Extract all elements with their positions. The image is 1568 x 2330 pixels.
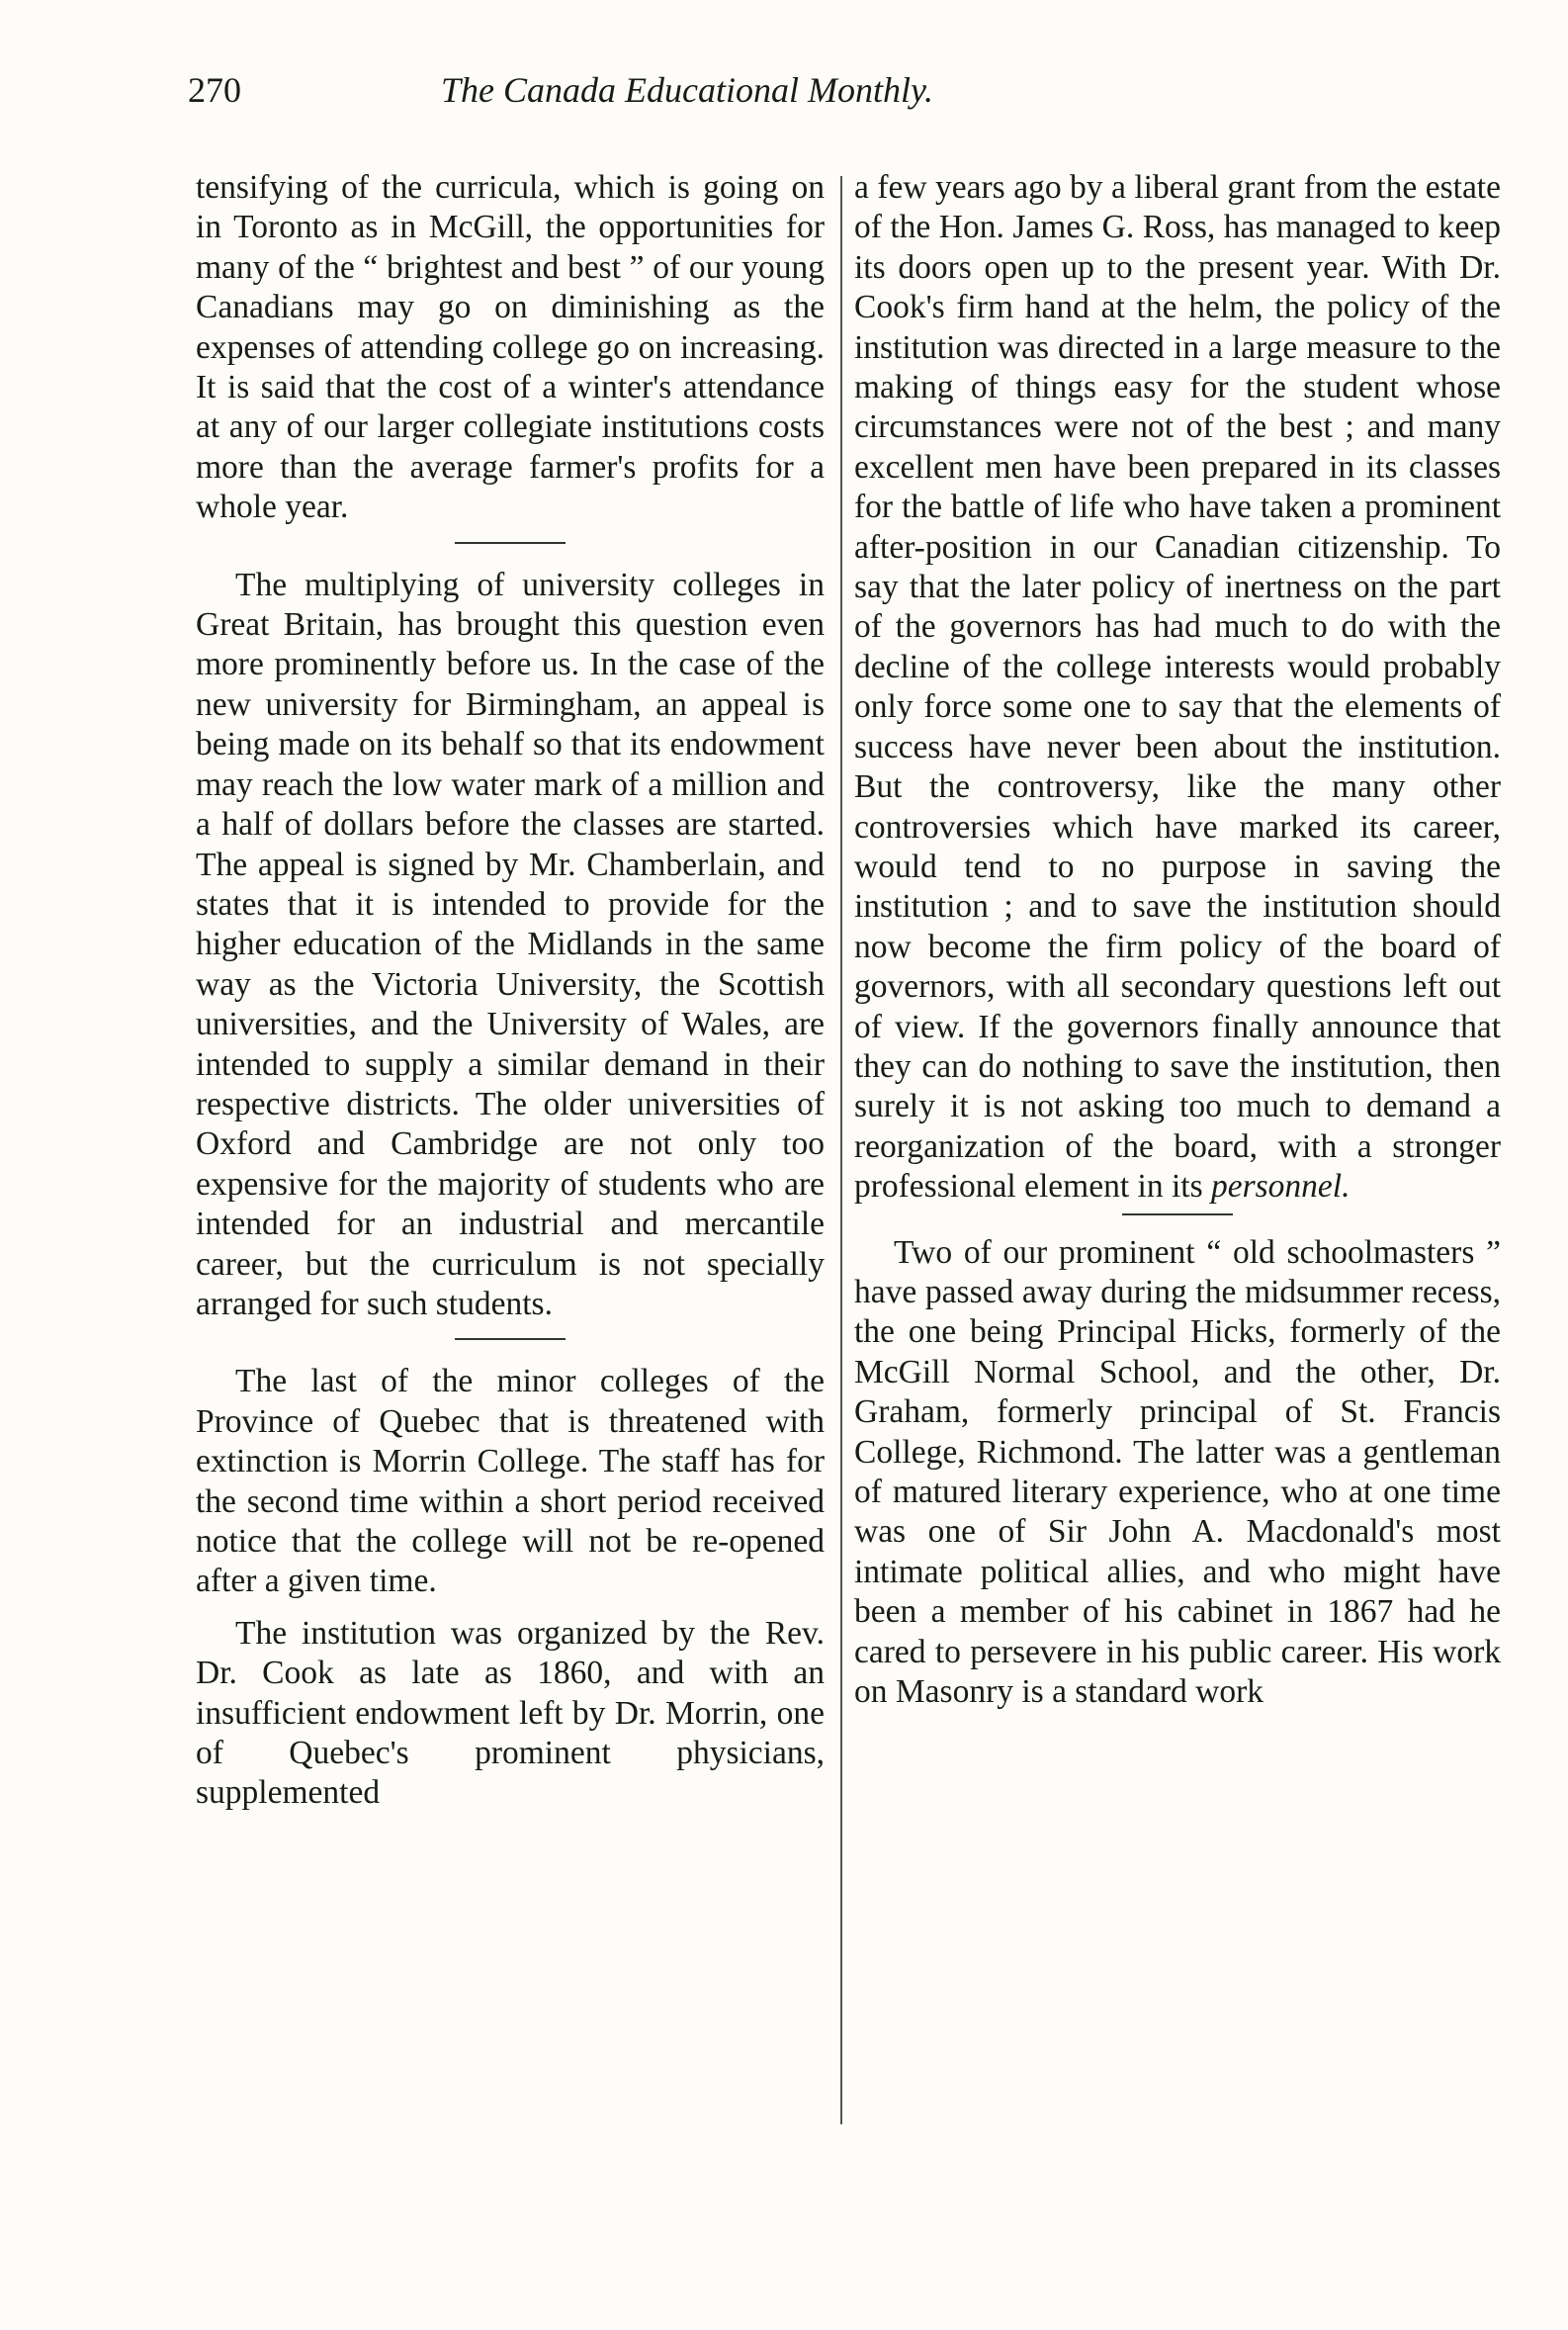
paragraph-liberal-grant-text: a few years ago by a liberal grant from the estate of the Hon. James G. Ross, has managed to keep its doors open up to the present year. With Dr. Cook's firm hand at the helm, the policy of the institution was directed in a large measure to the making of things easy for the student whose circumstances were not of the best ; and many excellent men have been prepared in its classes for the battle of life who have taken a prominent after-position in our Canadian citizenship. To say that the later policy of inertness on the part of the governors has had much to do with the decline of the college interests would probably only force some one to say that the elements of success have never been about the institution. But the controversy, like the many other controversies which have marked its career, would tend to no purpose in saving the institution ; and to save the institution should now become the firm policy of the board of governors, with all secondary questions left out of view. If the governors finally announce that they can do nothing to save the institution, then surely it is not asking too much to demand a reorganization of the board, with a stronger professional element in its	[854, 169, 1501, 1206]
section-divider	[455, 1338, 566, 1340]
paragraph-birmingham: The multiplying of university colleges in Great Britain, has brought this question even more prominently before us. In the case of the new university for Birmingham, an appeal is being made on its behalf so that its endowment may reach the low water mark of a million and a half of dollars before the classes are started. The appeal is signed by Mr. Chamberlain, and states that it is intended to provide for the higher education of the Midlands in the same way as the Victoria University, the Scottish universities, and the University of Wales, are intended to supply a similar demand in their respective districts. The older universities of Oxford and Cambridge are not only too expensive for the majority of students who are intended for an industrial and mercantile career, but the curriculum is not specially arranged for such students.	[196, 566, 825, 1322]
running-title: The Canada Educational Monthly.	[441, 70, 933, 110]
paragraph-liberal-grant	[854, 168, 1501, 1208]
section-divider	[455, 542, 566, 544]
section-divider	[1122, 1213, 1233, 1215]
left-column	[196, 168, 825, 1814]
paragraph-curricula: tensifying of the curricula, which is going on in Toronto as in McGill, the opportunities for many of the “ brightest and best ” of our young Canadians may go on diminishing as the expenses of attending college go on increasing. It is said that the cost of a winter's attendance at any of our larger collegiate institutions costs more than the average farmer's profits for a whole year.	[196, 169, 825, 526]
right-column	[854, 168, 1501, 1712]
page-number: 270	[188, 70, 241, 110]
paragraph-schoolmasters: Two of our prominent “ old schoolmasters ” have passed away during the midsummer recess, the one being Principal Hicks, formerly of the McGill Normal School, and the other, Dr. Graham, formerly principal of St. Francis College, Richmond. The latter was a gentleman of matured literary experience, who at one time was one of Sir John A. Macdonald's most intimate political allies, and who might have been a member of his cabinet in 1867 had he cared to persevere in his public career. His work on Masonry is a standard work	[854, 1233, 1501, 1711]
italic-personnel: personnel.	[1210, 1168, 1350, 1206]
paragraph-morrin-college: The last of the minor colleges of the Province of Quebec that is threatened with extinction is Morrin College. The staff has for the second time within a short period received notice that the college will not be re-opened after a given time.	[196, 1363, 825, 1600]
page-header	[188, 69, 1186, 129]
column-divider	[840, 176, 842, 2124]
paragraph-institution-organized: The institution was organized by the Rev. Dr. Cook as late as 1860, and with an insufficient endowment left by Dr. Morrin, one of Quebec's prominent physicians, supplemented	[196, 1614, 825, 1812]
